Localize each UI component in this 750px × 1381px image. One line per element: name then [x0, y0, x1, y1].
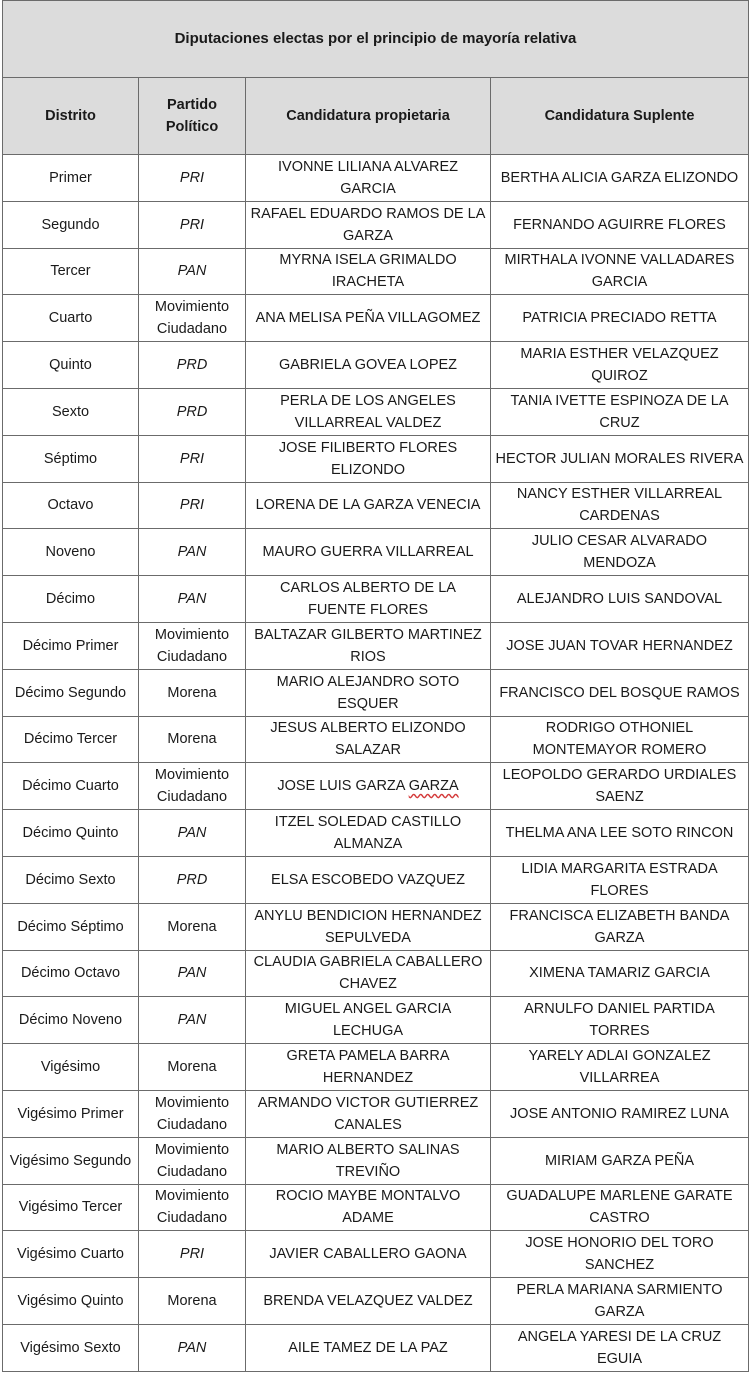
cell-partido: Morena: [139, 1278, 246, 1325]
table-title: Diputaciones electas por el principio de mayoría relativa: [3, 1, 749, 78]
cell-suplente: ALEJANDRO LUIS SANDOVAL: [491, 576, 749, 623]
cell-partido: PRD: [139, 856, 246, 903]
table-row: [3, 435, 749, 482]
cell-suplente: NANCY ESTHER VILLARREAL CARDENAS: [491, 482, 749, 529]
cell-suplente: THELMA ANA LEE SOTO RINCON: [491, 810, 749, 857]
cell-distrito: Décimo Sexto: [3, 856, 139, 903]
table-row: [3, 1324, 749, 1371]
cell-suplente: HECTOR JULIAN MORALES RIVERA: [491, 435, 749, 482]
cell-suplente: XIMENA TAMARIZ GARCIA: [491, 950, 749, 997]
cell-partido: Movimiento Ciudadano: [139, 763, 246, 810]
cell-partido: PRD: [139, 342, 246, 389]
cell-propietaria: LORENA DE LA GARZA VENECIA: [246, 482, 491, 529]
table-row: [3, 1278, 749, 1325]
table-row: [3, 1231, 749, 1278]
cell-distrito: Vigésimo Sexto: [3, 1324, 139, 1371]
cell-distrito: Tercer: [3, 248, 139, 295]
cell-suplente: GUADALUPE MARLENE GARATE CASTRO: [491, 1184, 749, 1231]
cell-distrito: Séptimo: [3, 435, 139, 482]
header-propietaria: Candidatura propietaria: [246, 78, 491, 155]
cell-partido: Movimiento Ciudadano: [139, 295, 246, 342]
cell-partido: PAN: [139, 248, 246, 295]
cell-suplente: FRANCISCO DEL BOSQUE RAMOS: [491, 669, 749, 716]
cell-partido: PAN: [139, 529, 246, 576]
cell-partido: PAN: [139, 950, 246, 997]
cell-partido: PRI: [139, 201, 246, 248]
cell-propietaria: ROCIO MAYBE MONTALVO ADAME: [246, 1184, 491, 1231]
cell-suplente: JULIO CESAR ALVARADO MENDOZA: [491, 529, 749, 576]
cell-suplente: MIRTHALA IVONNE VALLADARES GARCIA: [491, 248, 749, 295]
table-row: [3, 950, 749, 997]
table-row: [3, 669, 749, 716]
cell-distrito: Cuarto: [3, 295, 139, 342]
cell-propietaria: MYRNA ISELA GRIMALDO IRACHETA: [246, 248, 491, 295]
header-suplente: Candidatura Suplente: [491, 78, 749, 155]
cell-partido: Morena: [139, 716, 246, 763]
cell-suplente: ANGELA YARESI DE LA CRUZ EGUIA: [491, 1324, 749, 1371]
table-row: [3, 763, 749, 810]
cell-distrito: Vigésimo Tercer: [3, 1184, 139, 1231]
cell-partido: PRI: [139, 1231, 246, 1278]
cell-propietaria: MARIO ALBERTO SALINAS TREVIÑO: [246, 1137, 491, 1184]
table-row: [3, 576, 749, 623]
cell-partido: Movimiento Ciudadano: [139, 1184, 246, 1231]
table-row: [3, 1044, 749, 1091]
cell-distrito: Décimo Cuarto: [3, 763, 139, 810]
table-row: [3, 1137, 749, 1184]
table-row: [3, 716, 749, 763]
table-body: [3, 155, 749, 1372]
table-row: [3, 201, 749, 248]
cell-propietaria: ANA MELISA PEÑA VILLAGOMEZ: [246, 295, 491, 342]
cell-propietaria: JOSE FILIBERTO FLORES ELIZONDO: [246, 435, 491, 482]
cell-suplente: RODRIGO OTHONIEL MONTEMAYOR ROMERO: [491, 716, 749, 763]
cell-distrito: Vigésimo Primer: [3, 1090, 139, 1137]
cell-propietaria: ITZEL SOLEDAD CASTILLO ALMANZA: [246, 810, 491, 857]
cell-distrito: Octavo: [3, 482, 139, 529]
cell-partido: PAN: [139, 576, 246, 623]
cell-distrito: Noveno: [3, 529, 139, 576]
table-row: [3, 622, 749, 669]
table-row: [3, 856, 749, 903]
cell-suplente: JOSE ANTONIO RAMIREZ LUNA: [491, 1090, 749, 1137]
cell-suplente: LIDIA MARGARITA ESTRADA FLORES: [491, 856, 749, 903]
cell-partido: PAN: [139, 810, 246, 857]
cell-suplente: JOSE HONORIO DEL TORO SANCHEZ: [491, 1231, 749, 1278]
cell-partido: PRI: [139, 482, 246, 529]
cell-propietaria: ANYLU BENDICION HERNANDEZ SEPULVEDA: [246, 903, 491, 950]
cell-suplente: MARIA ESTHER VELAZQUEZ QUIROZ: [491, 342, 749, 389]
cell-suplente: ARNULFO DANIEL PARTIDA TORRES: [491, 997, 749, 1044]
table-row: [3, 342, 749, 389]
cell-suplente: MIRIAM GARZA PEÑA: [491, 1137, 749, 1184]
cell-propietaria: MAURO GUERRA VILLARREAL: [246, 529, 491, 576]
results-table: [2, 0, 749, 1372]
cell-propietaria: MARIO ALEJANDRO SOTO ESQUER: [246, 669, 491, 716]
table-row: [3, 903, 749, 950]
cell-propietaria: PERLA DE LOS ANGELES VILLARREAL VALDEZ: [246, 388, 491, 435]
cell-propietaria: IVONNE LILIANA ALVAREZ GARCIA: [246, 155, 491, 202]
cell-propietaria: CLAUDIA GABRIELA CABALLERO CHAVEZ: [246, 950, 491, 997]
cell-distrito: Vigésimo Quinto: [3, 1278, 139, 1325]
cell-propietaria: GABRIELA GOVEA LOPEZ: [246, 342, 491, 389]
header-partido: Partido Político: [139, 78, 246, 155]
cell-suplente: LEOPOLDO GERARDO URDIALES SAENZ: [491, 763, 749, 810]
cell-distrito: Vigésimo Segundo: [3, 1137, 139, 1184]
cell-partido: Movimiento Ciudadano: [139, 1137, 246, 1184]
spellcheck-underline: GARZA: [408, 778, 459, 795]
cell-partido: Morena: [139, 669, 246, 716]
cell-suplente: PERLA MARIANA SARMIENTO GARZA: [491, 1278, 749, 1325]
cell-suplente: JOSE JUAN TOVAR HERNANDEZ: [491, 622, 749, 669]
cell-distrito: Quinto: [3, 342, 139, 389]
cell-distrito: Décimo Octavo: [3, 950, 139, 997]
table-row: [3, 997, 749, 1044]
cell-propietaria: CARLOS ALBERTO DE LA FUENTE FLORES: [246, 576, 491, 623]
cell-distrito: Décimo Primer: [3, 622, 139, 669]
cell-propietaria: RAFAEL EDUARDO RAMOS DE LA GARZA: [246, 201, 491, 248]
cell-propietaria: BRENDA VELAZQUEZ VALDEZ: [246, 1278, 491, 1325]
table-row: [3, 1184, 749, 1231]
cell-partido: Morena: [139, 1044, 246, 1091]
cell-partido: Movimiento Ciudadano: [139, 1090, 246, 1137]
cell-distrito: Décimo Segundo: [3, 669, 139, 716]
table-row: [3, 295, 749, 342]
cell-partido: PAN: [139, 997, 246, 1044]
cell-distrito: Segundo: [3, 201, 139, 248]
cell-distrito: Sexto: [3, 388, 139, 435]
table-row: [3, 529, 749, 576]
cell-suplente: BERTHA ALICIA GARZA ELIZONDO: [491, 155, 749, 202]
cell-partido: Movimiento Ciudadano: [139, 622, 246, 669]
cell-partido: Morena: [139, 903, 246, 950]
cell-distrito: Décimo Tercer: [3, 716, 139, 763]
cell-distrito: Décimo Séptimo: [3, 903, 139, 950]
cell-propietaria: JAVIER CABALLERO GAONA: [246, 1231, 491, 1278]
cell-propietaria: JESUS ALBERTO ELIZONDO SALAZAR: [246, 716, 491, 763]
table-row: [3, 248, 749, 295]
cell-partido: PRI: [139, 435, 246, 482]
cell-propietaria: AILE TAMEZ DE LA PAZ: [246, 1324, 491, 1371]
cell-propietaria: ARMANDO VICTOR GUTIERREZ CANALES: [246, 1090, 491, 1137]
table-row: [3, 482, 749, 529]
cell-suplente: TANIA IVETTE ESPINOZA DE LA CRUZ: [491, 388, 749, 435]
cell-distrito: Vigésimo: [3, 1044, 139, 1091]
cell-propietaria: JOSE LUIS GARZA GARZA: [246, 763, 491, 810]
cell-suplente: FERNANDO AGUIRRE FLORES: [491, 201, 749, 248]
cell-suplente: FRANCISCA ELIZABETH BANDA GARZA: [491, 903, 749, 950]
cell-partido: PRI: [139, 155, 246, 202]
cell-partido: PAN: [139, 1324, 246, 1371]
table-row: [3, 810, 749, 857]
cell-distrito: Décimo Noveno: [3, 997, 139, 1044]
header-distrito: Distrito: [3, 78, 139, 155]
cell-distrito: Vigésimo Cuarto: [3, 1231, 139, 1278]
cell-partido: PRD: [139, 388, 246, 435]
table-row: [3, 388, 749, 435]
cell-distrito: Décimo: [3, 576, 139, 623]
cell-distrito: Primer: [3, 155, 139, 202]
table-row: [3, 1090, 749, 1137]
cell-suplente: PATRICIA PRECIADO RETTA: [491, 295, 749, 342]
cell-suplente: YARELY ADLAI GONZALEZ VILLARREA: [491, 1044, 749, 1091]
cell-propietaria: MIGUEL ANGEL GARCIA LECHUGA: [246, 997, 491, 1044]
cell-propietaria: BALTAZAR GILBERTO MARTINEZ RIOS: [246, 622, 491, 669]
table-row: [3, 155, 749, 202]
cell-propietaria: GRETA PAMELA BARRA HERNANDEZ: [246, 1044, 491, 1091]
cell-propietaria: ELSA ESCOBEDO VAZQUEZ: [246, 856, 491, 903]
document: [2, 0, 748, 1372]
cell-distrito: Décimo Quinto: [3, 810, 139, 857]
